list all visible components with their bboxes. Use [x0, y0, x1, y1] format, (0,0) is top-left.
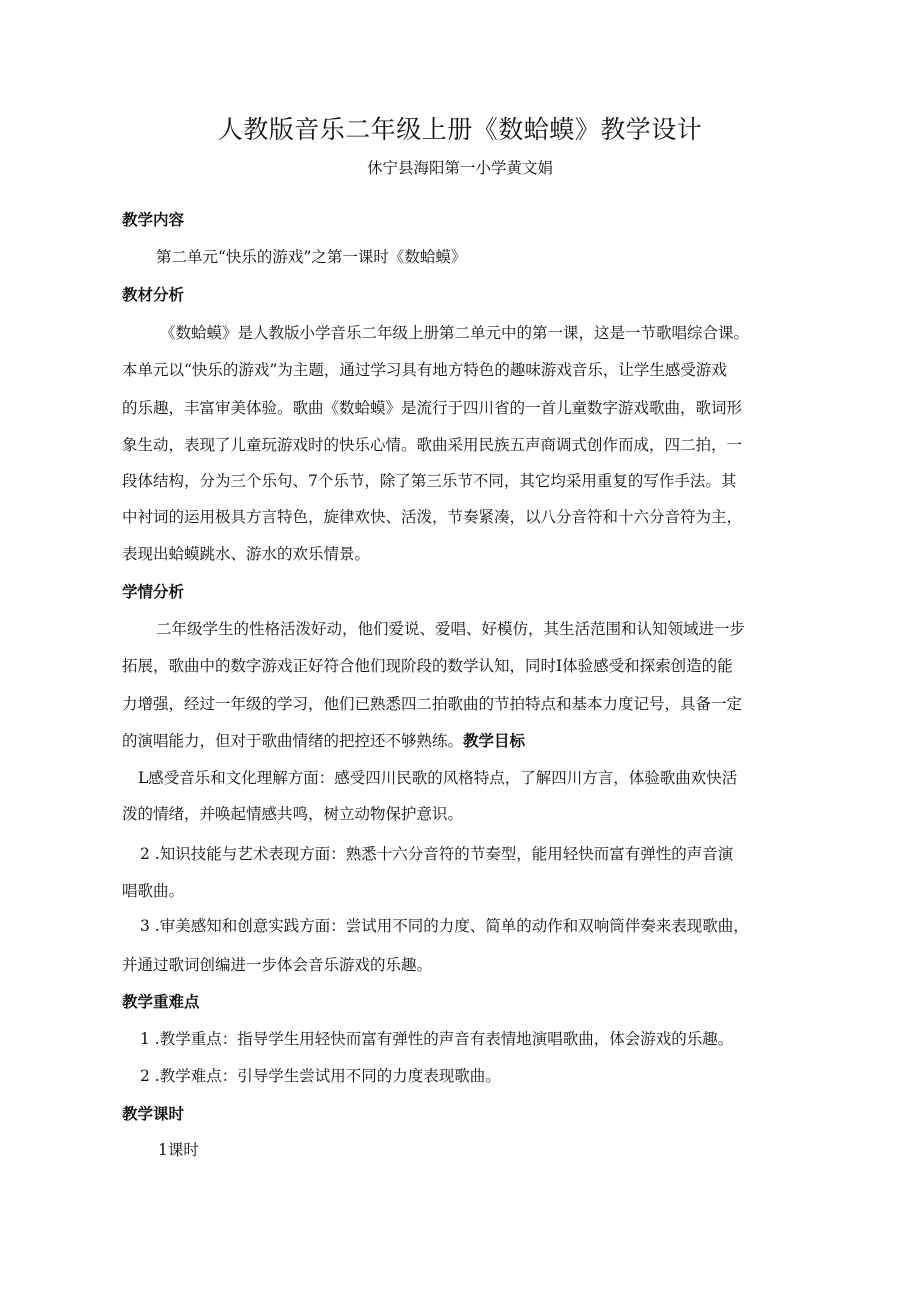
- document-title: 人教版音乐二年级上册《数蛤蟆》教学设计: [217, 115, 703, 144]
- goal-line: 泼的情绪，并唤起情感共鸣，树立动物保护意识。: [122, 805, 464, 823]
- goal-line: L感受音乐和文化理解方面：感受四川民歌的风格特点，了解四川方言，体验歌曲欢快活: [138, 769, 738, 787]
- section-heading-students: 学情分析: [122, 583, 185, 601]
- paragraph-line: [122, 729, 525, 751]
- paragraph-line: 本单元以“快乐的游戏”为主题，通过学习具有地方特色的趣味游戏音乐，让学生感受游戏: [122, 361, 727, 379]
- hours-line: 1课时: [158, 1141, 199, 1159]
- paragraph-line: 表现出蛤蟆跳水、游水的欢乐情景。: [122, 545, 371, 563]
- document-author: 休宁县海阳第一小学黄文娟: [366, 159, 553, 177]
- paragraph-line: 象生动，表现了儿童玩游戏时的快乐心情。歌曲采用民族五声商调式创作而成，四二拍，一: [122, 436, 743, 454]
- section-heading-analysis: 教材分析: [122, 286, 185, 304]
- key-point-line: 2 .教学难点：引导学生尝试用不同的力度表现歌曲。: [140, 1067, 501, 1085]
- paragraph-line: 力增强，经过一年级的学习，他们已熟悉四二拍歌曲的节拍特点和基本力度记号，具备一定: [122, 695, 743, 713]
- paragraph-line: 的乐趣，丰富审美体验。歌曲《数蛤蟆》是流行于四川省的一首儿童数字游戏歌曲，歌词形: [122, 399, 743, 417]
- paragraph-line: 第二单元“快乐的游戏”之第一课时《数蛤蟆》: [156, 248, 467, 266]
- goal-line: 3 .审美感知和创意实践方面：尝试用不同的力度、简单的动作和双响筒伴奏来表现歌曲，: [140, 917, 749, 935]
- goal-line: 唱歌曲。: [122, 882, 185, 900]
- section-heading-key-points: 教学重难点: [122, 993, 200, 1011]
- section-heading-content: 教学内容: [122, 211, 185, 229]
- goal-line: 2 .知识技能与艺术表现方面：熟悉十六分音符的节奏型，能用轻快而富有弹性的声音演: [140, 845, 734, 863]
- section-heading-hours: 教学课时: [122, 1105, 185, 1123]
- section-heading-goals: 教学目标: [463, 732, 526, 750]
- paragraph-line: 《数蛤蟆》是人教版小学音乐二年级上册第二单元中的第一课，这是一节歌唱综合课。: [160, 324, 750, 342]
- goal-line: 并通过歌词创编进一步体会音乐游戏的乐趣。: [122, 956, 433, 974]
- paragraph-line: 中衬词的运用极具方言特色，旋律欢快、活泼，节奏紧凑，以八分音符和十六分音符为主，: [122, 508, 743, 526]
- paragraph-line: 段体结构，分为三个乐句、7个乐节，除了第三乐节不同，其它均采用重复的写作手法。其: [122, 472, 737, 490]
- paragraph-text: 的演唱能力，但对于歌曲情绪的把控还不够熟练。: [122, 732, 464, 750]
- key-point-line: 1 .教学重点：指导学生用轻快而富有弹性的声音有表情地演唱歌曲，体会游戏的乐趣。: [140, 1030, 734, 1048]
- paragraph-line: 二年级学生的性格活泼好动，他们爱说、爱唱、好模仿，其生活范围和认知领域进一步: [156, 620, 746, 638]
- paragraph-line: 拓展，歌曲中的数字游戏正好符合他们现阶段的数学认知，同时I体验感受和探索创造的能: [122, 657, 733, 675]
